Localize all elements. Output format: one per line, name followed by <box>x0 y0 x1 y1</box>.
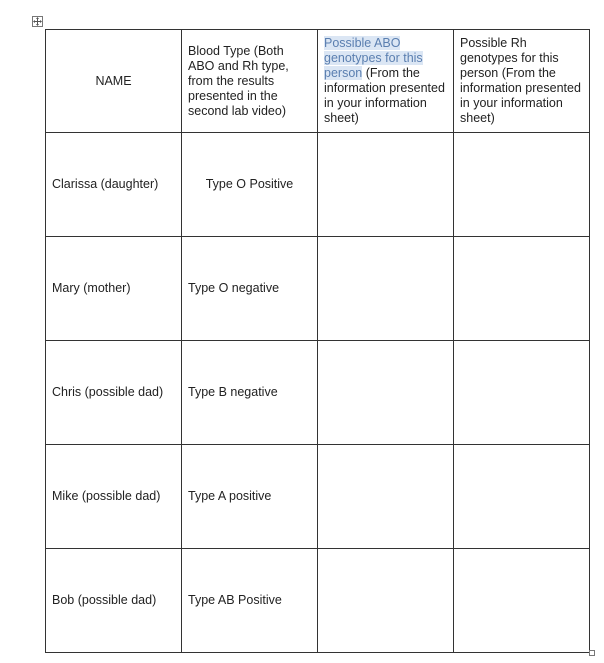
name-cell[interactable] <box>46 549 182 653</box>
table-row <box>46 341 590 445</box>
rh-genotype-cell[interactable] <box>454 445 590 549</box>
blood-type-value: Type B negative <box>188 385 278 399</box>
header-abo-highlighted-text[interactable]: Possible ABO genotypes for this person <box>324 36 423 80</box>
abo-genotype-cell[interactable] <box>318 237 454 341</box>
person-name: Mike (possible dad) <box>52 489 161 503</box>
person-name: Mary (mother) <box>52 281 131 295</box>
abo-genotype-cell[interactable] <box>318 133 454 237</box>
header-rh-label: Possible Rh genotypes for this person (From the information presented in your information sheet) <box>460 36 581 125</box>
name-cell[interactable] <box>46 133 182 237</box>
blood-type-cell[interactable] <box>182 549 318 653</box>
name-cell[interactable] <box>46 237 182 341</box>
header-blood-type-cell[interactable] <box>182 30 318 133</box>
header-abo-cell[interactable] <box>318 30 454 133</box>
abo-genotype-cell[interactable] <box>318 341 454 445</box>
table-resize-icon[interactable] <box>589 650 595 656</box>
name-cell[interactable] <box>46 341 182 445</box>
header-abo-rest-text: (From the information presented in your information sheet) <box>324 66 445 125</box>
rh-genotype-cell[interactable] <box>454 133 590 237</box>
blood-type-value: Type O negative <box>188 281 280 295</box>
table-move-icon[interactable] <box>32 16 43 27</box>
blood-type-value: Type O Positive <box>205 177 294 191</box>
table-row <box>46 133 590 237</box>
blood-type-cell[interactable] <box>182 341 318 445</box>
header-blood-type-label: Blood Type (Both ABO and Rh type, from the results presented in the second lab video) <box>188 43 289 118</box>
rh-genotype-cell[interactable] <box>454 237 590 341</box>
blood-type-cell[interactable] <box>182 133 318 237</box>
rh-genotype-cell[interactable] <box>454 549 590 653</box>
header-rh-cell[interactable] <box>454 30 590 133</box>
blood-type-value: Type AB Positive <box>188 593 282 607</box>
blood-type-cell[interactable] <box>182 237 318 341</box>
blood-type-value: Type A positive <box>188 489 272 503</box>
table-row <box>46 445 590 549</box>
header-name-label: NAME <box>95 73 132 88</box>
table-header-row <box>46 30 590 133</box>
abo-genotype-cell[interactable] <box>318 445 454 549</box>
person-name: Chris (possible dad) <box>52 385 164 399</box>
person-name: Clarissa (daughter) <box>52 177 159 191</box>
blood-type-cell[interactable] <box>182 445 318 549</box>
name-cell[interactable] <box>46 445 182 549</box>
abo-genotype-cell[interactable] <box>318 549 454 653</box>
blood-type-table <box>45 29 590 653</box>
person-name: Bob (possible dad) <box>52 593 157 607</box>
rh-genotype-cell[interactable] <box>454 341 590 445</box>
header-name-cell[interactable] <box>46 30 182 133</box>
table-row <box>46 549 590 653</box>
table-row <box>46 237 590 341</box>
